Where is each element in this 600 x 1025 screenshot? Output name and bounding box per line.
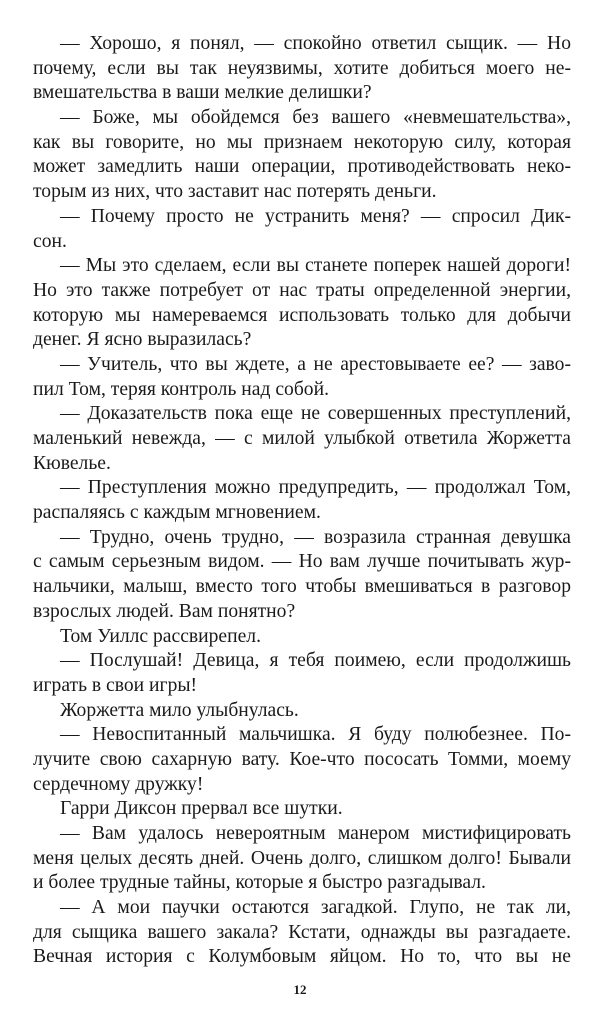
text-line: и более трудные тайны, которые я быстро разгадывал. [33,872,486,894]
text-line: Кювелье. [33,452,111,474]
text-line: — Невоспитанный мальчишка. Я буду полюбезнее. По- [60,724,571,746]
text-line: — Послушай! Девица, я тебя поимею, если продолжишь [60,650,571,672]
text-line: вмешательства в ваши мелкие делишки? [33,82,372,104]
text-line: которую мы намереваемся использовать только для добычи [33,304,571,326]
text-line: Вечная история с Колумбовым яйцом. Но то, что вы не [33,946,571,968]
text-line: может замедлить наши операции, противодействовать неко- [33,156,571,178]
text-line: Но это также потребует от нас траты определенной энергии, [33,279,571,301]
text-line: — Учитель, что вы ждете, а не арестовываете ее? — заво- [60,353,571,375]
text-line: играть в свои игры! [33,674,198,696]
text-line: — Почему просто не устранить меня? — спросил Дик- [60,205,571,227]
text-line: Гарри Диксон прервал все шутки. [60,798,343,820]
text-line: как вы говорите, но мы признаем некоторую силу, которая [33,131,571,153]
text-line: меня целых десять дней. Очень долго, слишком долго! Бывали [33,847,571,869]
text-line: распаляясь с каждым мгновением. [33,502,321,524]
text-line: — Трудно, очень трудно, — возразила странная девушка [60,526,571,548]
text-line: пил Том, теряя контроль над собой. [33,378,329,400]
text-line: нальчики, малыш, вместо того чтобы вмешиваться в разговор [33,576,571,598]
text-line: — Мы это сделаем, если вы станете поперек нашей дороги! [60,255,571,277]
text-line: с самым серьезным видом. — Но вам лучше почитывать жур- [33,551,571,573]
text-line: почему, если вы так неуязвимы, хотите добиться моего не- [33,57,571,79]
text-line: — Вам удалось невероятным манером мистифицировать [60,823,571,844]
text-line: для сыщика вашего закала? Кстати, однажды вы разгадаете. [33,921,571,943]
text-line: — Хорошо, я понял, — спокойно ответил сыщик. — Но [60,33,571,54]
page-body-text [33,32,571,970]
text-line: маленький невежда, — с милой улыбкой ответила Жоржетта [33,428,571,449]
text-line: — Доказательств пока еще не совершенных преступлений, [60,403,571,425]
text-line: денег. Я ясно выразилась? [33,329,252,351]
text-line: — Боже, мы обойдемся без вашего «невмешательства», [60,107,571,129]
text-line: Том Уиллс рассвирепел. [60,625,261,647]
text-line: торым из них, что заставит нас потерять деньги. [33,181,437,203]
text-line: сердечному дружку! [33,773,204,795]
text-line: — Преступления можно предупредить, — продолжал Том, [60,477,571,499]
text-line: Жоржетта мило улыбнулась. [60,699,299,721]
text-line: сон. [33,230,67,252]
text-line: лучите свою сахарную вату. Кое-что пососать Томми, моему [33,748,571,770]
page-number: 12 [293,982,307,997]
text-line: взрослых людей. Вам понятно? [33,600,296,622]
text-line: — А мои паучки остаются загадкой. Глупо, не так ли, [60,897,571,919]
